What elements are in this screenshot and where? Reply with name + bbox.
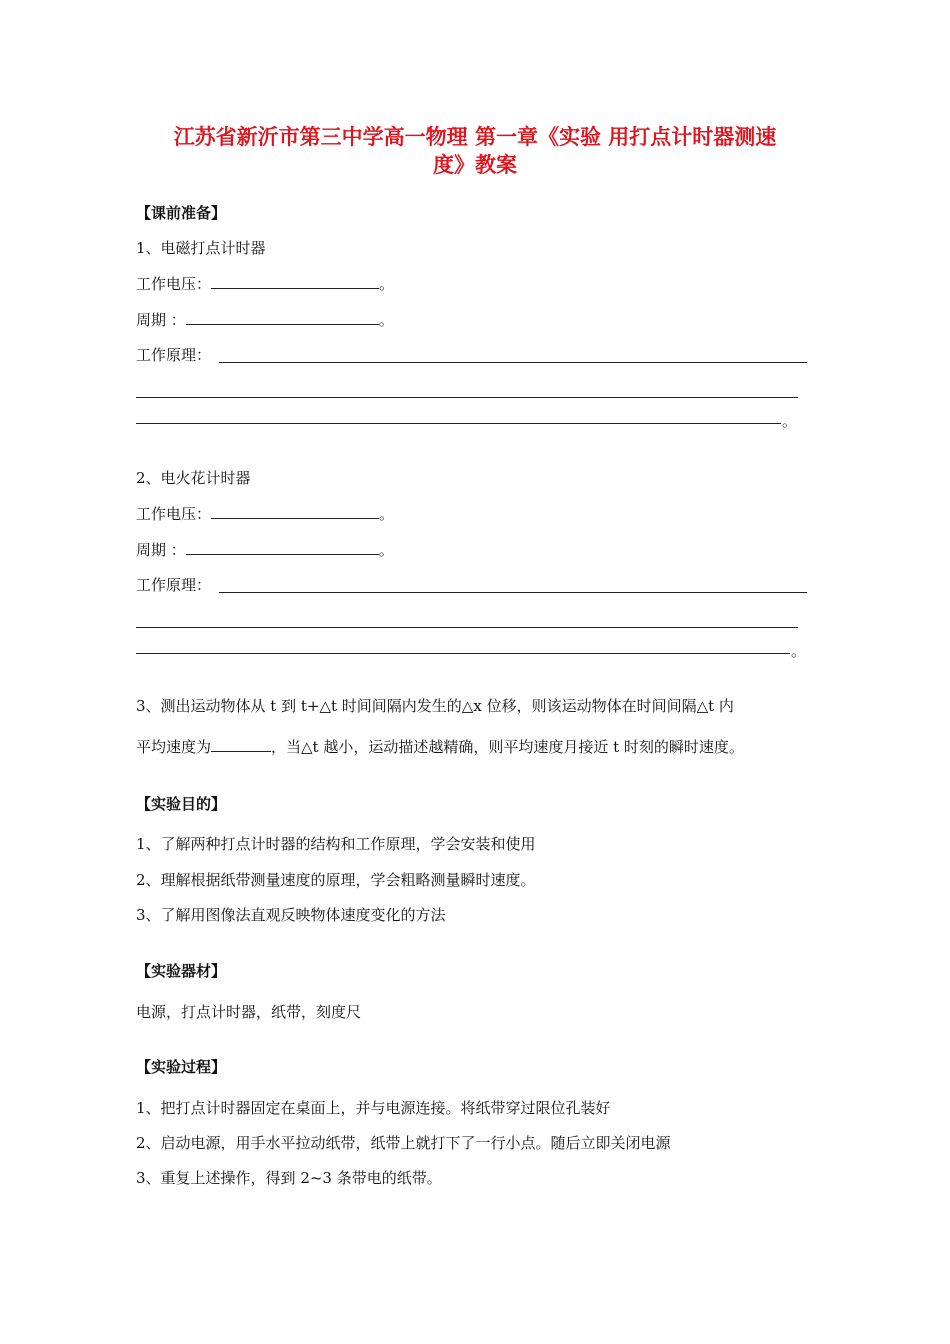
item2-title: 2、电火花计时器 <box>136 469 251 487</box>
item1-voltage-label: 工作电压： <box>136 275 212 293</box>
item3-before: 平均速度为 <box>136 738 212 756</box>
item1-voltage-row <box>136 273 394 295</box>
item2-period-blank[interactable] <box>186 540 379 555</box>
process-item: 2、启动电源，用手水平拉动纸带，纸带上就打下了一行小点。随后立即关闭电源 <box>136 1134 671 1152</box>
item1-period-end: 。 <box>378 311 394 329</box>
item3-line2 <box>136 736 744 758</box>
item1-principle-blank-1[interactable] <box>219 362 807 363</box>
item1-period-row <box>136 309 394 331</box>
item1-voltage-blank[interactable] <box>211 274 379 289</box>
item2-period-end: 。 <box>378 541 394 559</box>
item2-voltage-end: 。 <box>379 505 395 523</box>
item2-voltage-blank[interactable] <box>211 504 379 519</box>
item1-title: 1、电磁打点计时器 <box>136 239 266 257</box>
equipment-heading: 【实验器材】 <box>136 962 227 980</box>
item2-principle-blank-1[interactable] <box>219 592 807 593</box>
item2-principle-blank-3[interactable] <box>136 653 790 654</box>
item1-principle-blank-3[interactable] <box>136 423 781 424</box>
document-title-line1: 江苏省新沂市第三中学高一物理 第一章《实验 用打点计时器测速 <box>173 124 777 149</box>
purpose-item: 3、了解用图像法直观反映物体速度变化的方法 <box>136 906 446 924</box>
process-heading: 【实验过程】 <box>136 1058 227 1076</box>
item2-principle-label: 工作原理： <box>136 576 212 594</box>
process-item: 1、把打点计时器固定在桌面上，并与电源连接。将纸带穿过限位孔装好 <box>136 1099 611 1117</box>
item2-principle-blank-2[interactable] <box>136 627 798 628</box>
equipment-text: 电源，打点计时器，纸带，刻度尺 <box>136 1003 362 1021</box>
item3-average-velocity-blank[interactable] <box>211 737 271 752</box>
item1-principle-label: 工作原理： <box>136 346 212 364</box>
process-item: 3、重复上述操作，得到 2~3 条带电的纸带。 <box>136 1169 442 1187</box>
item2-period-label: 周期 ： <box>136 541 186 559</box>
item2-period-row <box>136 539 394 561</box>
item1-period-label: 周期 ： <box>136 311 186 329</box>
item1-principle-blank-2[interactable] <box>136 397 798 398</box>
item1-principle-end: 。 <box>782 412 798 430</box>
item2-voltage-label: 工作电压： <box>136 505 212 523</box>
purpose-item: 1、了解两种打点计时器的结构和工作原理，学会安装和使用 <box>136 835 536 853</box>
item2-voltage-row <box>136 503 394 525</box>
item2-principle-end: 。 <box>791 642 807 660</box>
item3-after: ，当△t 越小，运动描述越精确，则平均速度月接近 t 时刻的瞬时速度。 <box>271 738 744 756</box>
document-title-line2: 度》教案 <box>433 152 517 177</box>
purpose-heading: 【实验目的】 <box>136 795 227 813</box>
item1-period-blank[interactable] <box>186 310 379 325</box>
prep-heading: 【课前准备】 <box>136 204 227 222</box>
item1-voltage-end: 。 <box>379 275 395 293</box>
item3-line1: 3、测出运动物体从 t 到 t+△t 时间间隔内发生的△x 位移，则该运动物体在时间间隔△t 内 <box>136 697 734 715</box>
purpose-item: 2、理解根据纸带测量速度的原理，学会粗略测量瞬时速度。 <box>136 871 536 889</box>
